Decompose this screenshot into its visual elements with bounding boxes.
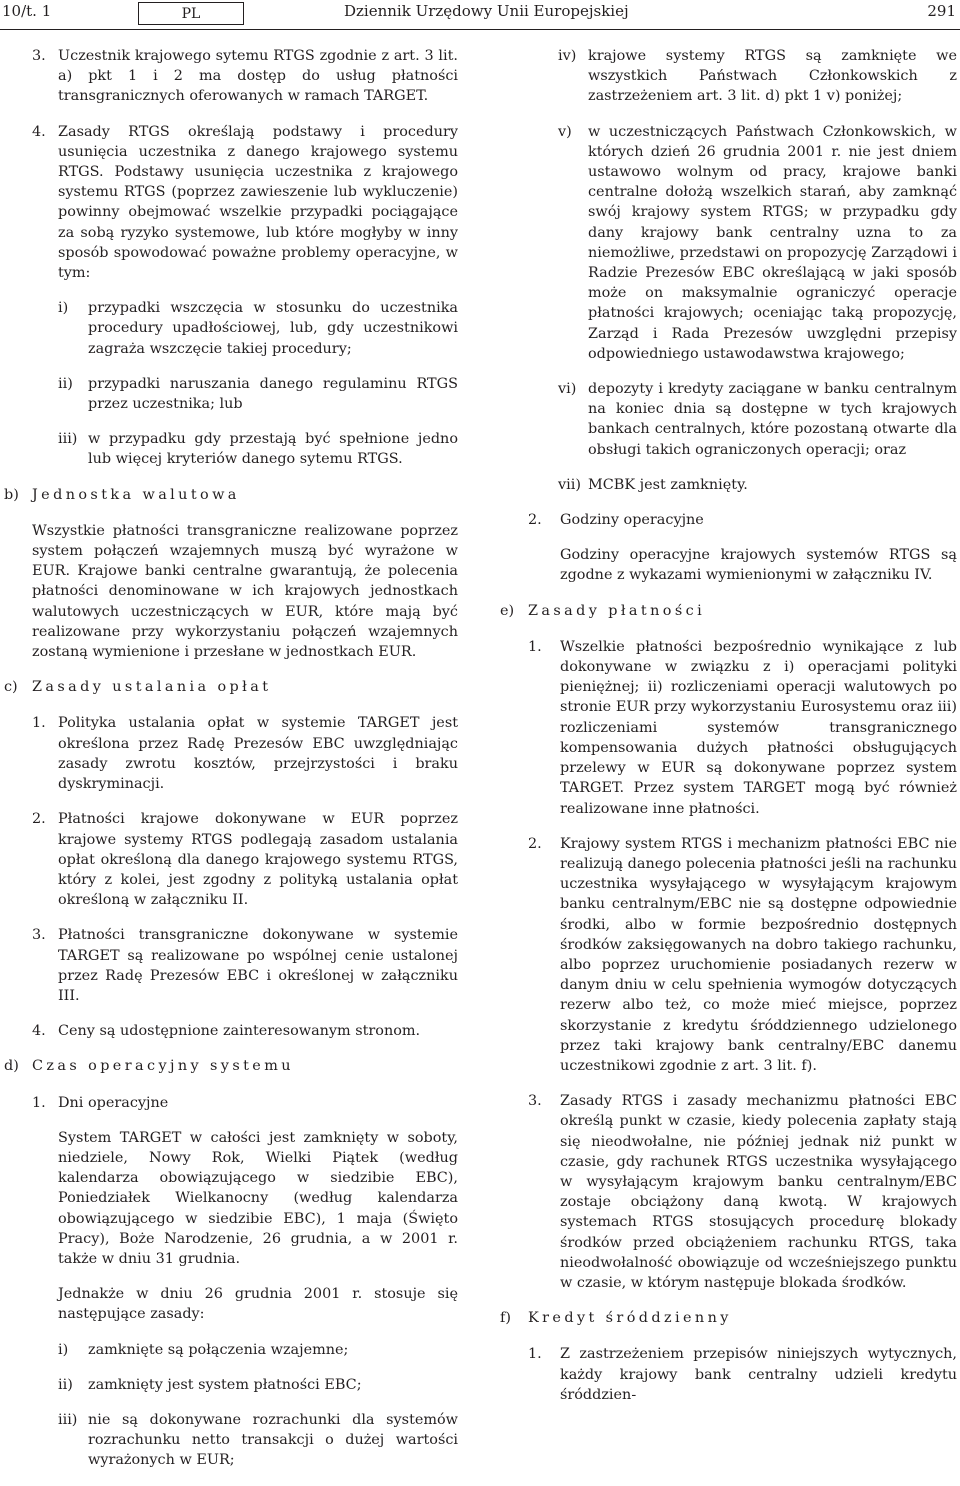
item-number: 1. [32,1094,46,1111]
numbered-paragraph [4,925,458,1006]
numbered-paragraph [500,637,957,819]
paragraph-item-3 [4,46,458,107]
list-text: przypadki wszczęcia w stosunku do uczestnika procedury upadłościowej, lub, gdy uczestnikowi zagraża wszczęcie takiej procedury; [88,300,458,357]
list-marker: vi) [558,381,577,398]
list-item [500,122,957,364]
numbered-paragraph [4,713,458,794]
item-text: Ceny są udostępnione zainteresowanym stronom. [58,1023,421,1040]
list-text: w uczestniczących Państwach Członkowskich, w których dzień 26 grudnia 2001 r. nie jest dniem ustawowo wolnym od pracy, krajowe banki centralne dołożą wszelkich starań, aby zamknąć swój krajowy system RTGS; w przypadku gdy dany krajowy bank centralny uzna to za niemożliwe, przedstawi on propozycję Zarządowi i Radzie Prezesów EBC określającą w jaki sposób może on maksymalnie ograniczyć operacje płatności krajowych; oceniając taką propozycję, Zarząd i Rada Prezesów uwzględni przepisy odpowiedniego ustawodawstwa krajowego; [588,123,957,362]
list-item [4,1340,458,1360]
list-text: krajowe systemy RTGS są zamknięte we wszystkich Państwach Członkowskich z zastrzeżeniem art. 3 lit. d) pkt 1 v) poniżej; [588,48,957,105]
section-title: Czas operacyjny systemu [32,1058,294,1075]
list-marker: iii) [58,431,78,448]
section-title: Kredyt śróddzienny [528,1310,732,1327]
section-label: d) [4,1058,19,1075]
list-marker: i) [58,1341,69,1358]
numbered-paragraph [4,809,458,910]
section-label: f) [500,1310,511,1327]
section-label: e) [500,602,515,619]
list-text: zamknięty jest system płatności EBC; [88,1376,362,1393]
list-item [4,429,458,469]
list-text: w przypadku gdy przestają być spełnione jedno lub więcej kryteriów danego sytemu RTGS. [88,431,458,468]
item-text: Płatności transgraniczne dokonywane w systemie TARGET są realizowane po wspólnej cenie ustalonej przez Radę Prezesów EBC i określonej w załączniku III. [58,927,458,1004]
numbered-paragraph [500,834,957,1076]
subheading-text: Godziny operacyjne [560,512,704,529]
section-title: Jednostka walutowa [32,486,240,503]
item-text: Z zastrzeżeniem przepisów niniejszych wytycznych, każdy krajowy bank centralny udzieli kredytu śróddzien- [560,1346,957,1403]
numbered-subheading [500,510,957,530]
right-column [500,46,957,1420]
numbered-paragraph [500,1091,957,1293]
section-heading-e [500,601,957,621]
body-paragraph: Godziny operacyjne krajowych systemów RTGS są zgodne z wykazami wymienionymi w załączniku IV. [560,547,957,584]
page-number: 291 [927,2,956,20]
item-number: 2. [528,512,542,529]
section-label: c) [4,679,18,696]
list-item [4,374,458,414]
list-item [4,1375,458,1395]
numbered-paragraph [4,1021,458,1041]
list-marker: ii) [58,1376,73,1393]
body-paragraph: System TARGET w całości jest zamknięty w soboty, niedziele, Nowy Rok, Wielki Piątek (według kalendarza obowiązującego w siedzibie EBC), Poniedziałek Wielkanocny (według kalendarza obowiązującego w siedzibie EBC), 1 maja (Święto Pracy), Boże Narodzenie, 26 grudnia, a w 2001 r. także w dniu 31 grudnia. [58,1129,458,1267]
list-text: nie są dokonywane rozrachunki dla systemów rozrachunku netto transakcji o dużej wartości wyrażonych w EUR; [88,1411,458,1469]
list-marker: iv) [558,48,577,64]
paragraph-item-4 [4,122,458,284]
item-number: 3. [32,48,46,64]
item-number: 1. [528,1346,542,1363]
list-item [500,379,957,460]
list-item [4,298,458,359]
item-text: Polityka ustalania opłat w systemie TARGET jest określona przez Radę Prezesów EBC uwzględniając zasady zwrotu kosztów, przejrzystości i braku dyskryminacji. [58,715,458,793]
numbered-subheading [4,1093,458,1113]
section-body: Wszystkie płatności transgraniczne realizowane poprzez system połączeń wzajemnych muszą być wyrażone w EUR. Krajowe banki centralne gwarantują, że polecenia płatności denominowane w ich krajowych jednostkach walutowych uczestniczących w EUR, które mają być realizowane przy wykorzystaniu połączeń wzajemnych zostaną wymienione i przesłane w jednostkach EUR. [32,522,458,661]
list-text: MCBK jest zamknięty. [588,476,748,493]
item-number: 3. [32,927,46,944]
list-marker: v) [558,123,572,140]
list-marker: vii) [558,476,581,493]
list-item [4,1410,458,1471]
item-number: 3. [528,1093,542,1110]
page-header [0,0,960,30]
section-heading-c [4,677,458,697]
section-title: Zasady ustalania opłat [32,679,272,696]
body-paragraph: Jednakże w dniu 26 grudnia 2001 r. stosuje się następujące zasady: [58,1286,458,1323]
item-number: 4. [32,1023,46,1040]
list-marker: iii) [58,1411,78,1428]
list-text: zamknięte są połączenia wzajemne; [88,1341,349,1358]
list-item [500,46,957,107]
item-number: 2. [32,811,46,828]
section-heading-d [4,1056,458,1076]
item-number: 2. [528,835,542,852]
item-text: Wszelkie płatności bezpośrednio wynikające z lub dokonywane w związku z i) operacjami polityki pieniężnej; ii) rozliczeniami operacji walutowych po stronie EUR przy wykorzystaniu Eurosystemu oraz iii) rozliczeniami systemów transgranicznego kompensowania dużych płatności obsługujących przelewy w EUR są dokonywane poprzez system TARGET. Przez system TARGET mogą być również realizowane inne płatności. [560,638,957,817]
list-marker: ii) [58,375,73,392]
item-text: Zasady RTGS określają podstawy i procedury usunięcia uczestnika z danego krajowego systemu RTGS. Podstawy usunięcia uczestnika z krajowego systemu RTGS (poprzez zawieszenie lub wykluczenie) powinny obejmować wszelkie przypadki pociągające za sobą ryzyko systemowe, lub które mogłyby w inny sposób spowodować poważne problemy operacyjne, w tym: [58,123,458,282]
section-heading-b [4,485,458,505]
page-ref: 10/t. 1 [2,2,52,20]
subheading-text: Dni operacyjne [58,1094,169,1111]
left-column [4,46,458,1486]
section-label: b) [4,486,19,503]
section-heading-f [500,1308,957,1328]
journal-title: Dziennik Urzędowy Unii Europejskiej [344,2,629,20]
item-text: Płatności krajowe dokonywane w EUR poprzez krajowe systemy RTGS podlegają zasadom ustalania opłat określoną dla danego krajowego systemu RTGS, który z kolei, jest zgodny z polityką ustalania opłat określoną w załączniku II. [58,811,458,909]
item-text: Uczestnik krajowego sytemu RTGS zgodnie z art. 3 lit. a) pkt 1 i 2 ma dostęp do usług płatności transgranicznych oferowanych w ramach TARGET. [58,48,458,105]
item-number: 1. [32,715,46,732]
section-title: Zasady płatności [528,602,706,619]
language-badge: PL [138,2,244,25]
item-number: 1. [528,638,542,655]
list-text: przypadki naruszania danego regulaminu RTGS przez uczestnika; lub [88,375,458,413]
numbered-paragraph [500,1344,957,1405]
header-rule [0,29,960,30]
item-number: 4. [32,123,46,140]
list-marker: i) [58,300,69,317]
list-item [500,475,957,495]
item-text: Zasady RTGS i zasady mechanizmu płatności EBC określą punkt w czasie, kiedy polecenia zapłaty stają się nieodwołalne, nie później jednak niż punkt w czasie, gdy rachunek RTGS uczestnika wysyłającego w wysyłającym krajowym banku centralnym/EBC zostaje obciążony daną kwotą. W krajowych systemach RTGS stosujących procedurę blokady środków przed obciążeniem rachunku RTGS, taka nieodwołalność obowiązuje od wcześniejszego punktu w czasie, w którym następuje blokada środków. [560,1093,957,1291]
list-text: depozyty i kredyty zaciągane w banku centralnym na koniec dnia są dostępne w tych krajowych bankach centralnych, które pozostaną otwarte dla obsługi takich ograniczonych operacji; oraz [588,381,957,458]
item-text: Krajowy system RTGS i mechanizm płatności EBC nie realizują danego polecenia płatności jeśli na rachunku uczestnika wysyłającego w wysyłającym krajowym banku centralnym/EBC nie są dostępne odpowiednie środki, albo w formie bezpośrednio dostępnych środków zaksięgowanych na dobro takiego rachunku, albo poprzez uruchomienie posiadanych rezerw w danym dniu w celu spełnienia wymogów dotyczących rezerw albo też, co może mieć miejsce, poprzez skorzystanie z kredytu śróddziennego udzielonego przez taki krajowy bank centralny/EBC danemu uczestnikowi zgodnie z art. 3 lit. f). [560,835,957,1074]
